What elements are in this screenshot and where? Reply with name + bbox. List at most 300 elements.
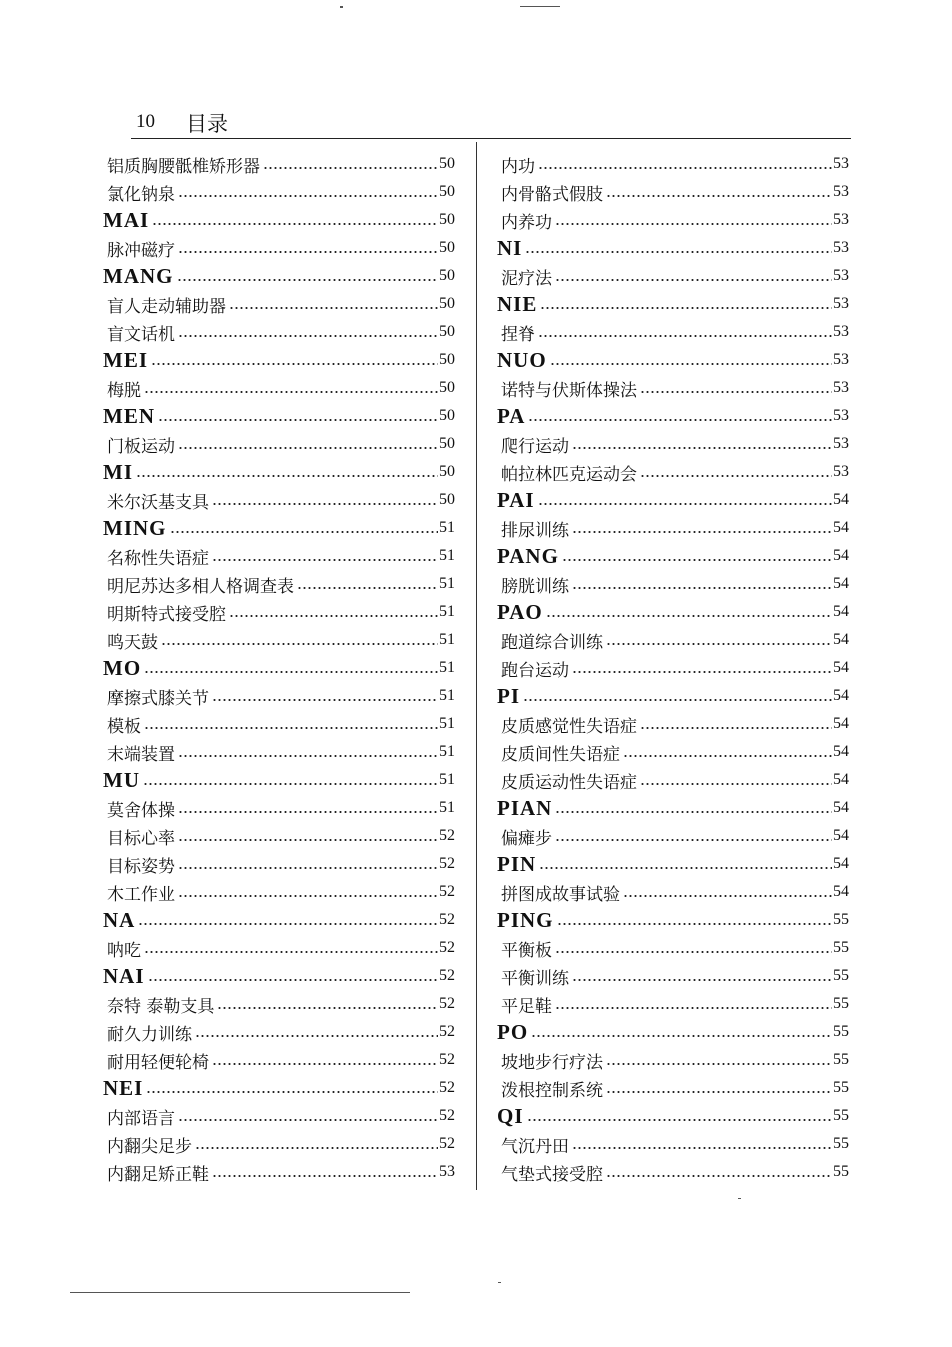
- toc-entry-text: 呐吃: [107, 940, 141, 961]
- scan-speck: [520, 6, 560, 7]
- toc-entry-text: 皮质感觉性失语症: [501, 716, 637, 737]
- toc-page-number: 51: [439, 799, 455, 816]
- dot-leader: [217, 1007, 438, 1009]
- dot-leader: [178, 755, 438, 757]
- toc-entry: [497, 206, 849, 234]
- toc-entry-text: 名称性失语症: [107, 548, 209, 569]
- toc-page-number: 51: [439, 687, 455, 704]
- dot-leader: [148, 979, 438, 981]
- toc-entry: [103, 738, 455, 766]
- toc-page-number: 54: [833, 771, 849, 788]
- dot-leader: [178, 811, 438, 813]
- toc-page-number: 50: [439, 239, 455, 256]
- toc-entry: [103, 850, 455, 878]
- toc-page-number: 52: [439, 855, 455, 872]
- dot-leader: [606, 195, 832, 197]
- toc-entry-text: MING: [103, 515, 167, 540]
- toc-entry-text: 铝质胸腰骶椎矫形器: [107, 156, 260, 177]
- toc-entry-text: NUO: [497, 347, 547, 372]
- dot-leader: [555, 951, 832, 953]
- toc-entry: [103, 542, 455, 570]
- toc-page-number: 53: [833, 379, 849, 396]
- toc-entry: [103, 1046, 455, 1074]
- toc-page-number: 53: [833, 463, 849, 480]
- toc-page-number: 54: [833, 659, 849, 676]
- toc-page-number: 53: [833, 155, 849, 172]
- toc-entry-text: MANG: [103, 263, 174, 288]
- toc-entry-text: 膀胱训练: [501, 576, 569, 597]
- scan-speck: [738, 1198, 741, 1199]
- dot-leader: [158, 419, 438, 421]
- toc-page-number: 55: [833, 1135, 849, 1152]
- toc-page-number: 52: [439, 967, 455, 984]
- toc-entry: [103, 374, 455, 402]
- toc-entry: [103, 934, 455, 962]
- toc-entry-text: NAI: [103, 963, 145, 988]
- toc-entry: [497, 262, 849, 290]
- toc-page-number: 54: [833, 883, 849, 900]
- toc-entry: [103, 682, 455, 710]
- toc-entry-text: MU: [103, 767, 140, 792]
- dot-leader: [555, 811, 832, 813]
- toc-page-number: 55: [833, 1163, 849, 1180]
- toc-page-number: 52: [439, 995, 455, 1012]
- toc-page-number: 51: [439, 547, 455, 564]
- toc-page-number: 51: [439, 575, 455, 592]
- toc-entry: [103, 1018, 455, 1046]
- toc-entry-text: NEI: [103, 1075, 144, 1100]
- dot-leader: [640, 727, 832, 729]
- toc-entry-text: 明尼苏达多相人格调查表: [107, 576, 294, 597]
- toc-pinyin-heading: [497, 794, 849, 822]
- toc-pinyin-heading: [103, 514, 455, 542]
- dot-leader: [297, 587, 438, 589]
- toc-entry-text: 氯化钠泉: [107, 184, 175, 205]
- toc-entry: [103, 878, 455, 906]
- toc-page-number: 52: [439, 1079, 455, 1096]
- dot-leader: [229, 615, 438, 617]
- dot-leader: [527, 1119, 832, 1121]
- toc-entry-text: 鸣天鼓: [107, 632, 158, 653]
- toc-entry-text: 皮质运动性失语症: [501, 772, 637, 793]
- toc-entry: [497, 1130, 849, 1158]
- toc-page-number: 53: [833, 295, 849, 312]
- toc-page-number: 53: [833, 351, 849, 368]
- toc-entry: [497, 430, 849, 458]
- dot-leader: [572, 1147, 832, 1149]
- toc-entry-text: 梅脱: [107, 380, 141, 401]
- toc-entry: [497, 1046, 849, 1074]
- toc-pinyin-heading: [103, 262, 455, 290]
- toc-pinyin-heading: [497, 906, 849, 934]
- toc-page-number: 51: [439, 771, 455, 788]
- toc-entry-text: MO: [103, 655, 142, 680]
- toc-entry-text: 气垫式接受腔: [501, 1164, 603, 1185]
- dot-leader: [212, 699, 438, 701]
- toc-page-number: 54: [833, 827, 849, 844]
- dot-leader: [195, 1035, 438, 1037]
- toc-page-number: 53: [833, 183, 849, 200]
- toc-entry: [497, 710, 849, 738]
- toc-entry: [497, 878, 849, 906]
- dot-leader: [177, 279, 439, 281]
- toc-entry-text: 盲文话机: [107, 324, 175, 345]
- toc-entry: [497, 150, 849, 178]
- toc-entry-text: PA: [497, 403, 526, 428]
- toc-pinyin-heading: [497, 290, 849, 318]
- toc-page-number: 50: [439, 491, 455, 508]
- dot-leader: [572, 979, 832, 981]
- toc-entry: [497, 178, 849, 206]
- toc-entry-text: 莫舍体操: [107, 800, 175, 821]
- toc-entry-text: 帕拉林匹克运动会: [501, 464, 637, 485]
- toc-page-number: 54: [833, 743, 849, 760]
- toc-entry-text: NA: [103, 907, 136, 932]
- toc-page-number: 55: [833, 911, 849, 928]
- toc-page-number: 53: [833, 267, 849, 284]
- toc-entry: [497, 626, 849, 654]
- toc-page-number: 51: [439, 715, 455, 732]
- dot-leader: [144, 727, 438, 729]
- dot-leader: [550, 363, 832, 365]
- dot-leader: [144, 391, 438, 393]
- toc-entry-text: 排尿训练: [501, 520, 569, 541]
- toc-entry-text: MEI: [103, 347, 148, 372]
- toc-entry: [103, 290, 455, 318]
- toc-entry-text: 跑台运动: [501, 660, 569, 681]
- toc-pinyin-heading: [497, 682, 849, 710]
- column-divider: [476, 142, 477, 1190]
- toc-page-number: 55: [833, 1051, 849, 1068]
- toc-entry: [497, 458, 849, 486]
- toc-page-number: 50: [439, 183, 455, 200]
- toc-entry-text: PING: [497, 907, 554, 932]
- toc-page-number: 55: [833, 995, 849, 1012]
- dot-leader: [531, 1035, 832, 1037]
- toc-pinyin-heading: [497, 486, 849, 514]
- toc-entry: [103, 598, 455, 626]
- toc-entry-text: PANG: [497, 543, 559, 568]
- dot-leader: [195, 1147, 438, 1149]
- toc-entry: [497, 962, 849, 990]
- toc-entry-text: PAO: [497, 599, 543, 624]
- dot-leader: [528, 419, 832, 421]
- dot-leader: [540, 307, 832, 309]
- toc-entry-text: QI: [497, 1103, 524, 1128]
- toc-page-number: 51: [439, 603, 455, 620]
- toc-entry: [103, 710, 455, 738]
- toc-entry-text: NI: [497, 235, 523, 260]
- toc-page-number: 55: [833, 1023, 849, 1040]
- section-title: 目录: [186, 112, 228, 136]
- toc-entry-text: 脉冲磁疗: [107, 240, 175, 261]
- toc-entry: [103, 1158, 455, 1186]
- toc-page-number: 50: [439, 267, 455, 284]
- toc-page-number: 50: [439, 351, 455, 368]
- toc-page-number: 50: [439, 463, 455, 480]
- toc-page-number: 54: [833, 687, 849, 704]
- toc-entry-text: 盲人走动辅助器: [107, 296, 226, 317]
- toc-entry-text: MEN: [103, 403, 155, 428]
- toc-page-number: 54: [833, 715, 849, 732]
- toc-page-number: 50: [439, 211, 455, 228]
- dot-leader: [555, 279, 832, 281]
- dot-leader: [178, 447, 438, 449]
- scan-speck: [340, 6, 343, 8]
- toc-entry: [497, 766, 849, 794]
- dot-leader: [178, 839, 438, 841]
- dot-leader: [606, 643, 832, 645]
- toc-entry-text: MAI: [103, 207, 150, 232]
- dot-leader: [136, 475, 438, 477]
- toc-page-number: 51: [439, 743, 455, 760]
- toc-page-number: 54: [833, 855, 849, 872]
- toc-entry-text: 跑道综合训练: [501, 632, 603, 653]
- toc-page-number: 50: [439, 323, 455, 340]
- toc-page-number: 50: [439, 407, 455, 424]
- dot-leader: [161, 643, 438, 645]
- toc-entry-text: 末端装置: [107, 744, 175, 765]
- toc-entry: [103, 318, 455, 346]
- toc-entry-text: 泼根控制系统: [501, 1080, 603, 1101]
- dot-leader: [623, 755, 832, 757]
- toc-entry-text: 耐久力训练: [107, 1024, 192, 1045]
- toc-pinyin-heading: [103, 766, 455, 794]
- toc-page-number: 54: [833, 491, 849, 508]
- dot-leader: [640, 475, 832, 477]
- toc-entry: [103, 486, 455, 514]
- dot-leader: [178, 195, 438, 197]
- toc-entry: [497, 934, 849, 962]
- toc-pinyin-heading: [103, 654, 455, 682]
- toc-pinyin-heading: [497, 402, 849, 430]
- toc-entry-text: 平衡板: [501, 940, 552, 961]
- toc-entry-text: 明斯特式接受腔: [107, 604, 226, 625]
- dot-leader: [229, 307, 438, 309]
- dot-leader: [212, 559, 438, 561]
- dot-leader: [138, 923, 438, 925]
- toc-entry: [497, 374, 849, 402]
- scan-speck: [498, 1282, 501, 1283]
- toc-entry: [497, 822, 849, 850]
- toc-page-number: 52: [439, 1051, 455, 1068]
- toc-page-number: 54: [833, 519, 849, 536]
- toc-entry: [103, 570, 455, 598]
- toc-page-number: 52: [439, 827, 455, 844]
- dot-leader: [152, 223, 438, 225]
- toc-page-number: 55: [833, 1079, 849, 1096]
- dot-leader: [606, 1091, 832, 1093]
- dot-leader: [212, 1175, 438, 1177]
- toc-left-column: [103, 150, 455, 1186]
- toc-entry: [497, 1074, 849, 1102]
- toc-right-column: [497, 150, 849, 1186]
- dot-leader: [523, 699, 832, 701]
- toc-page-number: 53: [833, 239, 849, 256]
- toc-entry-text: 皮质间性失语症: [501, 744, 620, 765]
- toc-entry: [103, 234, 455, 262]
- toc-page-number: 51: [439, 519, 455, 536]
- toc-page-number: 52: [439, 911, 455, 928]
- toc-entry-text: PIAN: [497, 795, 553, 820]
- toc-page-number: 50: [439, 379, 455, 396]
- dot-leader: [263, 167, 438, 169]
- toc-entry: [103, 430, 455, 458]
- dot-leader: [178, 251, 438, 253]
- dot-leader: [572, 671, 832, 673]
- toc-entry: [497, 738, 849, 766]
- dot-leader: [212, 503, 438, 505]
- toc-pinyin-heading: [497, 1102, 849, 1130]
- toc-pinyin-heading: [497, 542, 849, 570]
- page-header: [131, 108, 851, 139]
- toc-entry: [103, 1102, 455, 1130]
- toc-page-number: 52: [439, 1023, 455, 1040]
- toc-entry-text: PIN: [497, 851, 537, 876]
- dot-leader: [178, 335, 438, 337]
- toc-page-number: 50: [439, 295, 455, 312]
- toc-entry-text: 内功: [501, 156, 535, 177]
- toc-page-number: 52: [439, 1107, 455, 1124]
- toc-page-number: 52: [439, 883, 455, 900]
- dot-leader: [144, 671, 438, 673]
- toc-entry-text: 内翻尖足步: [107, 1136, 192, 1157]
- toc-pinyin-heading: [497, 234, 849, 262]
- dot-leader: [212, 1063, 438, 1065]
- toc-pinyin-heading: [103, 1074, 455, 1102]
- dot-leader: [555, 839, 832, 841]
- toc-entry-text: 内部语言: [107, 1108, 175, 1129]
- toc-entry: [103, 822, 455, 850]
- toc-entry: [103, 1130, 455, 1158]
- toc-pinyin-heading: [497, 346, 849, 374]
- dot-leader: [555, 1007, 832, 1009]
- toc-entry-text: MI: [103, 459, 133, 484]
- toc-pinyin-heading: [497, 1018, 849, 1046]
- toc-entry-text: 内骨骼式假肢: [501, 184, 603, 205]
- toc-page-number: 54: [833, 631, 849, 648]
- dot-leader: [170, 531, 439, 533]
- toc-entry-text: 诺特与伏斯体操法: [501, 380, 637, 401]
- toc-entry: [497, 654, 849, 682]
- toc-entry-text: PO: [497, 1019, 529, 1044]
- dot-leader: [546, 615, 832, 617]
- toc-entry: [103, 794, 455, 822]
- toc-entry-text: PAI: [497, 487, 535, 512]
- toc-page-number: 54: [833, 575, 849, 592]
- dot-leader: [572, 531, 832, 533]
- toc-entry-text: 捏脊: [501, 324, 535, 345]
- toc-entry-text: 平衡训练: [501, 968, 569, 989]
- dot-leader: [538, 503, 832, 505]
- toc-page-number: 54: [833, 547, 849, 564]
- toc-entry-text: PI: [497, 683, 520, 708]
- toc-entry: [497, 570, 849, 598]
- dot-leader: [143, 783, 438, 785]
- dot-leader: [539, 867, 832, 869]
- toc-page-number: 51: [439, 659, 455, 676]
- toc-pinyin-heading: [103, 402, 455, 430]
- dot-leader: [178, 867, 438, 869]
- dot-leader: [640, 783, 832, 785]
- toc-page-number: 53: [833, 407, 849, 424]
- toc-page-number: 55: [833, 939, 849, 956]
- toc-entry-text: 耐用轻便轮椅: [107, 1052, 209, 1073]
- toc-pinyin-heading: [103, 458, 455, 486]
- toc-entry: [497, 1158, 849, 1186]
- dot-leader: [151, 363, 438, 365]
- toc-entry: [497, 514, 849, 542]
- toc-entry-text: 门板运动: [107, 436, 175, 457]
- toc-entry-text: NIE: [497, 291, 538, 316]
- toc-page-number: 50: [439, 435, 455, 452]
- toc-entry: [103, 178, 455, 206]
- dot-leader: [640, 391, 832, 393]
- toc-entry-text: 模板: [107, 716, 141, 737]
- toc-pinyin-heading: [497, 850, 849, 878]
- dot-leader: [525, 251, 832, 253]
- toc-page-number: 55: [833, 967, 849, 984]
- toc-entry-text: 内翻足矫正鞋: [107, 1164, 209, 1185]
- toc-entry-text: 拼图成故事试验: [501, 884, 620, 905]
- toc-entry-text: 平足鞋: [501, 996, 552, 1017]
- dot-leader: [178, 1119, 438, 1121]
- scan-speck: [70, 1292, 410, 1293]
- dot-leader: [572, 447, 832, 449]
- toc-entry-text: 泥疗法: [501, 268, 552, 289]
- dot-leader: [572, 587, 832, 589]
- page-number: 10: [136, 111, 155, 132]
- toc-page-number: 53: [833, 323, 849, 340]
- toc-page-number: 52: [439, 939, 455, 956]
- dot-leader: [562, 559, 832, 561]
- dot-leader: [557, 923, 833, 925]
- toc-page-number: 55: [833, 1107, 849, 1124]
- dot-leader: [538, 167, 832, 169]
- dot-leader: [623, 895, 832, 897]
- toc-page-number: 50: [439, 155, 455, 172]
- toc-entry-text: 米尔沃基支具: [107, 492, 209, 513]
- toc-entry-text: 摩擦式膝关节: [107, 688, 209, 709]
- toc-page-number: 51: [439, 631, 455, 648]
- toc-entry: [103, 150, 455, 178]
- dot-leader: [144, 951, 438, 953]
- toc-entry: [497, 990, 849, 1018]
- toc-entry: [103, 626, 455, 654]
- dot-leader: [538, 335, 832, 337]
- toc-pinyin-heading: [103, 962, 455, 990]
- toc-entry-text: 坡地步行疗法: [501, 1052, 603, 1073]
- toc-page-number: 54: [833, 799, 849, 816]
- dot-leader: [555, 223, 832, 225]
- dot-leader: [146, 1091, 438, 1093]
- toc-entry-text: 目标心率: [107, 828, 175, 849]
- dot-leader: [606, 1175, 832, 1177]
- toc-entry-text: 气沉丹田: [501, 1136, 569, 1157]
- toc-pinyin-heading: [103, 346, 455, 374]
- toc-pinyin-heading: [497, 598, 849, 626]
- toc-pinyin-heading: [103, 206, 455, 234]
- toc-entry-text: 偏瘫步: [501, 828, 552, 849]
- toc-entry-text: 爬行运动: [501, 436, 569, 457]
- toc-entry-text: 目标姿势: [107, 856, 175, 877]
- toc-entry-text: 奈特 泰勒支具: [107, 996, 215, 1017]
- dot-leader: [606, 1063, 832, 1065]
- dot-leader: [178, 895, 438, 897]
- toc-page-number: 53: [439, 1163, 455, 1180]
- toc-entry: [103, 990, 455, 1018]
- toc-page-number: 54: [833, 603, 849, 620]
